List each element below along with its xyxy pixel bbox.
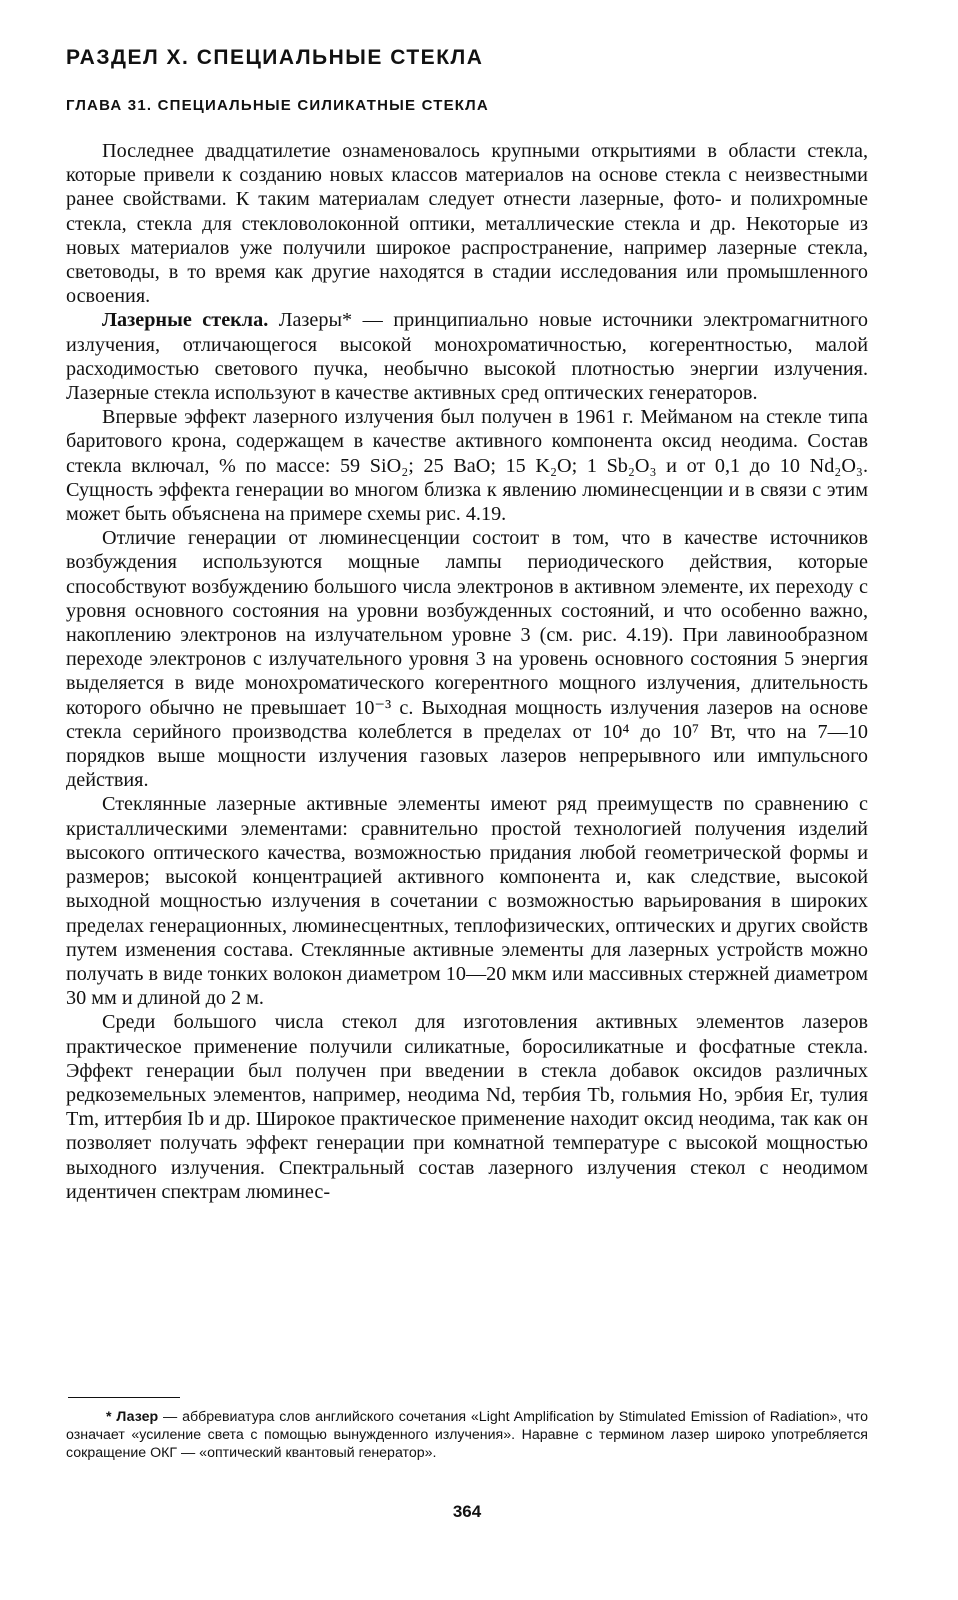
footnote-lead: * Лазер [106,1409,159,1425]
paragraph [66,792,868,1010]
paragraph [66,405,868,526]
paragraph [66,1010,868,1204]
footnote [66,1408,868,1462]
paragraph-text: Последнее двадцатилетие ознаменовалось крупными открытиями в области стекла, которые привели к созданию новых классов материалов на основе стекла с неизвестными ранее свойствами. К таким материалам следует отнести лазерные, фото- и полихромные стекла, стекла для стекловолоконной оптики, металлические стекла и др. Некоторые из новых материалов уже получили широкое распространение, например лазерные стекла, световоды, в то время как другие находятся в стадии исследования или промышленного освоения. [66,140,868,308]
paragraph [66,308,868,405]
paragraph-text: Впервые эффект лазерного излучения был получен в 1961 г. Мейманом на стекле типа баритового крона, содержащем в качестве активного компонента оксид неодима. Состав стекла включал, % по массе: 59 SiO₂; 25 BaO; 15 K₂O; 1 Sb₂O₃ и от 0,1 до 10 Nd₂O₃. Сущность эффекта генерации во многом близка к явлению люминесценции и в связи с этим может быть объяснена на примере схемы рис. 4.19. [66,406,868,526]
paragraph-text: Отличие генерации от люминесценции состоит в том, что в качестве источников возбуждения используются мощные лампы периодического действия, которые способствуют возбуждению большого числа электронов в активном элементе, их переходу с уровня основного состояния на уровни возбужденных состояний, и что особенно важно, накоплению электронов на излучательном уровне 3 (см. рис. 4.19). При лавинообразном переходе электронов с излучательного уровня 3 на уровень основного состояния 5 энергия выделяется в виде монохроматического когерентного мощного излучения, длительность которого обычно не превышает 10⁻³ с. Выходная мощность излучения лазеров на основе стекла серийного производства колеблется в пределах от 10⁴ до 10⁷ Вт, что на 7—10 порядков выше мощности излучения газовых лазеров непрерывного или импульсного действия. [66,527,868,792]
chapter-title: ГЛАВА 31. СПЕЦИАЛЬНЫЕ СИЛИКАТНЫЕ СТЕКЛА [66,97,489,114]
page-number: 364 [452,1502,482,1521]
section-title: РАЗДЕЛ X. СПЕЦИАЛЬНЫЕ СТЕКЛА [66,46,484,69]
body-text [66,139,868,1204]
footnote-divider [68,1397,180,1398]
paragraph [66,526,868,792]
paragraph-text: Стеклянные лазерные активные элементы имеют ряд преимуществ по сравнению с кристаллическими элементами: сравнительно простой технологией получения изделий высокого оптического качества, возможностью придания любой геометрической формы и размеров; высокой концентрацией активного компонента и, как следствие, высокой выходной мощностью излучения в сочетании с возможностью варьирования в широких пределах генерационных, люминесцентных, теплофизических, оптических и других свойств путем изменения состава. Стеклянные активные элементы для лазерных устройств можно получать в виде тонких волокон диаметром 10—20 мкм или массивных стержней диаметром 30 мм и длиной до 2 м. [66,793,868,1010]
footnote-text: — аббревиатура слов английского сочетания «Light Amplification by Stimulated Emission of Radiation», что означает «усиление света с помощью вынужденного излучения». Наравне с термином лазер широко употребляется сокращение ОКГ — «оптический квантовый генератор». [66,1409,868,1461]
paragraph-text: Среди большого числа стекол для изготовления активных элементов лазеров практическое применение получили силикатные, боросиликатные и фосфатные стекла. Эффект генерации был получен при введении в стекла добавок оксидов различных редкоземельных элементов, например, неодима Nd, тербия Tb, гольмия Ho, эрбия Er, тулия Tm, иттербия Ib и др. Широкое практическое применение находит оксид неодима, так как он позволяет получать эффект генерации при комнатной температуре с высокой мощностью выходного излучения. Спектральный состав лазерного излучения стекол с неодимом идентичен спектрам люминес- [66,1011,868,1203]
paragraph-text: Лазеры* — принципиально новые источники электромагнитного излучения, отличающегося высокой монохроматичностью, когерентностью, малой расходимостью светового пучка, необычно высокой плотностью энергии излучения. Лазерные стекла используют в качестве активных сред оптических генераторов. [66,309,868,405]
paragraph-lead: Лазерные стекла. [102,309,269,332]
paragraph [66,139,868,308]
